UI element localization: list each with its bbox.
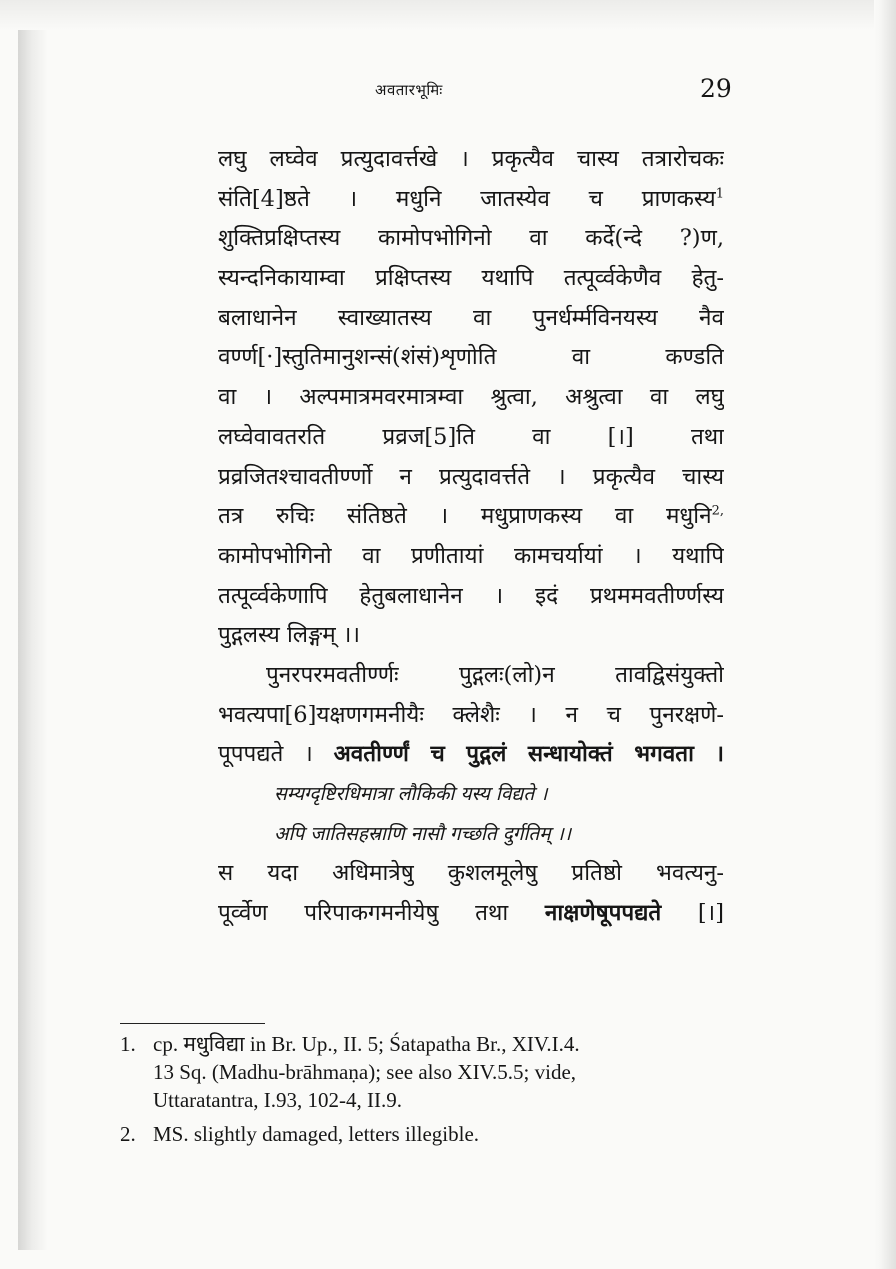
- text-line: संति[4]ष्ठते । मधुनि जातस्येव च प्राणकस्य$^1$: [218, 185, 724, 212]
- footnote-line: 13 Sq. (Madhu-brāhmaṇa); see also XIV.5.5; vide,: [153, 1060, 577, 1084]
- text-line: वर्ण्ण[·]स्तुतिमानुशन्सं(शंसं)शृणोति वा कण्डति: [218, 344, 724, 371]
- text-line: लघु लघ्वेव प्रत्युदावर्त्तखे । प्रकृत्यैव चास्य तत्रारोचकः: [218, 146, 724, 172]
- text-line: तत्र रुचिः संतिष्ठते । मधुप्राणकस्य वा मधुनि$^{2,}$: [218, 503, 724, 530]
- footnote-number: 2.: [120, 1122, 136, 1146]
- footnote-line: cp. मधुविद्या in Br. Up., II. 5; Śatapatha Br., XIV.I.4.: [153, 1032, 580, 1056]
- text-line: स्यन्दनिकायाम्वा प्रक्षिप्तस्य यथापि तत्पूर्व्वकेणैव हेतु-: [218, 265, 724, 292]
- footnote-mark: 2,: [711, 503, 724, 519]
- text-line: पूपपद्यते । अवतीर्ण्णं च पुद्गलं सन्धायोक्तं भगवता ।: [218, 741, 724, 768]
- verse-line: सम्यग्दृष्टिरधिमात्रा लौकिकी यस्य विद्यते ।: [274, 783, 548, 805]
- footnote: [120, 1120, 724, 1148]
- text-line: भवत्यपा[6]यक्षणगमनीयैः क्लेशैः । न च पुनरक्षणे-: [218, 701, 724, 728]
- text-line: पुद्गलस्य लिङ्गम् ।।: [218, 622, 360, 649]
- page-number: 29: [700, 74, 732, 103]
- page-right-edge-shadow: [874, 0, 896, 1269]
- footnote: [120, 1030, 724, 1114]
- text-line: लघ्वेवावतरति प्रव्रज[5]ति वा [।] तथा: [218, 423, 724, 450]
- text-line: बलाधानेन स्वाख्यातस्य वा पुनर्धर्म्मविनयस्य नैव: [218, 304, 724, 331]
- text-line: पूर्व्वेण परिपाकगमनीयेषु तथा नाक्षणेषूपपद्यते [।]: [218, 900, 724, 927]
- bold-phrase: नाक्षणेषूपपद्यते: [544, 900, 662, 927]
- footnote-line: Uttaratantra, I.93, 102-4, II.9.: [153, 1088, 402, 1112]
- main-text: [218, 140, 724, 934]
- text-line: तत्पूर्व्वकेणापि हेतुबलाधानेन । इदं प्रथममवतीर्ण्णस्य: [218, 582, 724, 609]
- text-line: स यदा अधिमात्रेषु कुशलमूलेषु प्रतिष्ठो भवत्यनु-: [218, 860, 724, 887]
- bold-quote-intro: अवतीर्ण्णं च पुद्गलं सन्धायोक्तं भगवता ।: [333, 741, 724, 768]
- page-binding-shadow: [18, 30, 48, 1250]
- verse-line: अपि जातिसहस्राणि नासौ गच्छति दुर्गतिम् ।।: [274, 822, 572, 845]
- footnote-number: 1.: [120, 1032, 136, 1056]
- footnote-line: MS. slightly damaged, letters illegible.: [153, 1122, 480, 1146]
- text-line: प्रव्रजितश्चावतीर्ण्णो न प्रत्युदावर्त्तते । प्रकृत्यैव चास्य: [218, 463, 724, 490]
- footnote-rule: [120, 1023, 265, 1024]
- text-line: पुनरपरमवतीर्ण्णः पुद्गलः(लो)न तावद्विसंयुक्तो: [266, 661, 724, 688]
- running-head: अवतारभूमिः: [375, 81, 443, 99]
- footnote-mark: 1: [715, 186, 724, 202]
- text-line: शुक्तिप्रक्षिप्तस्य कामोपभोगिनो वा कर्दे(न्दे ?)ण,: [218, 225, 724, 252]
- text-line: कामोपभोगिनो वा प्रणीतायां कामचर्यायां । यथापि: [218, 542, 724, 569]
- page-top-shadow: [0, 0, 896, 30]
- footnotes: [120, 1030, 724, 1154]
- text-line: वा । अल्पमात्रमवरमात्रम्वा श्रुत्वा, अश्रुत्वा वा लघु: [218, 384, 724, 411]
